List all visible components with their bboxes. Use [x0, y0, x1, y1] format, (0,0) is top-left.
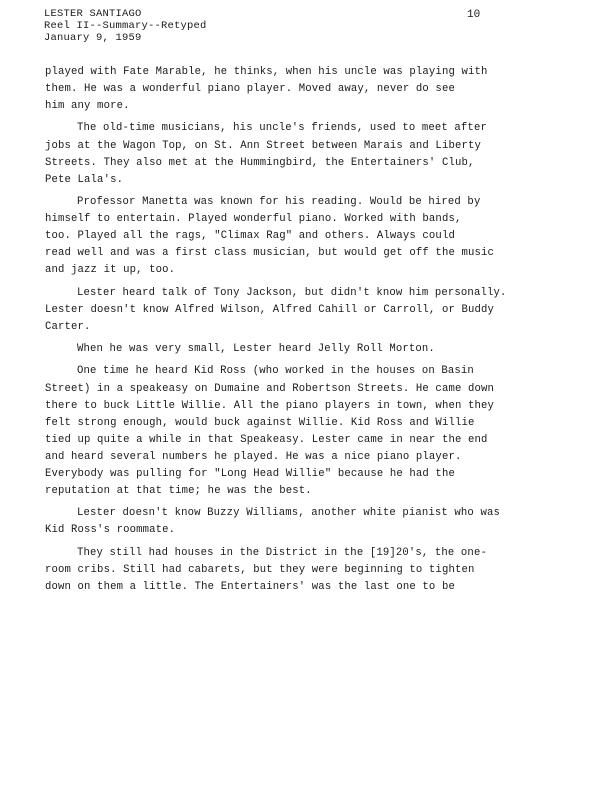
header-name: LESTER SANTIAGO — [44, 8, 142, 20]
paragraph-3: Professor Manetta was known for his reading. Would be hired by himself to entertain. Played wonderful piano. Worked with bands, too. Played all the rags, "Climax Rag" and others. Always could read well and was a first class musician, but would get off the music and jazz it up, too. — [45, 196, 495, 277]
paragraph-5: When he was very small, Lester heard Jelly Roll Morton. — [77, 343, 435, 356]
paragraph-7: Lester doesn't know Buzzy Williams, another white pianist who was Kid Ross's roommate. — [45, 507, 500, 537]
paragraph-8: They still had houses in the District in the [19]20's, the one- room cribs. Still had cabarets, but they were beginning to tighten down on them a little. The Entertainers' was the last one to be — [45, 546, 487, 593]
document-header — [44, 8, 207, 44]
paragraph-6: One time he heard Kid Ross (who worked in the houses on Basin Street) in a speakeasy on Dumaine and Robertson Streets. He came down there to buck Little Willie. All the piano players in town, when they felt strong enough, would buck against Willie. Kid Ross and Willie tied up quite a while in that Speakeasy. Lester came in near the end and heard several numbers he played. He was a nice piano player. Everybody was pulling for "Long Head Willie" because he had the reputation at that time; he was the best. — [45, 365, 495, 498]
header-reel: Reel II--Summary--Retyped — [44, 20, 207, 32]
page-number: 10 — [467, 9, 481, 21]
paragraph-2: The old-time musicians, his uncle's friends, used to meet after jobs at the Wagon Top, on St. Ann Street between Marais and Liberty Streets. They also met at the Hummingbird, the Entertainers' Club, Pete Lala's. — [45, 122, 487, 186]
document-body — [45, 64, 565, 601]
header-date: January 9, 1959 — [44, 32, 142, 44]
paragraph-1: played with Fate Marable, he thinks, when his uncle was playing with them. He was a wonderful piano player. Moved away, never do see him any more. — [45, 66, 488, 113]
paragraph-4: Lester heard talk of Tony Jackson, but didn't know him personally. Lester doesn't know Alfred Wilson, Alfred Cahill or Carroll, or Buddy Carter. — [45, 286, 507, 333]
